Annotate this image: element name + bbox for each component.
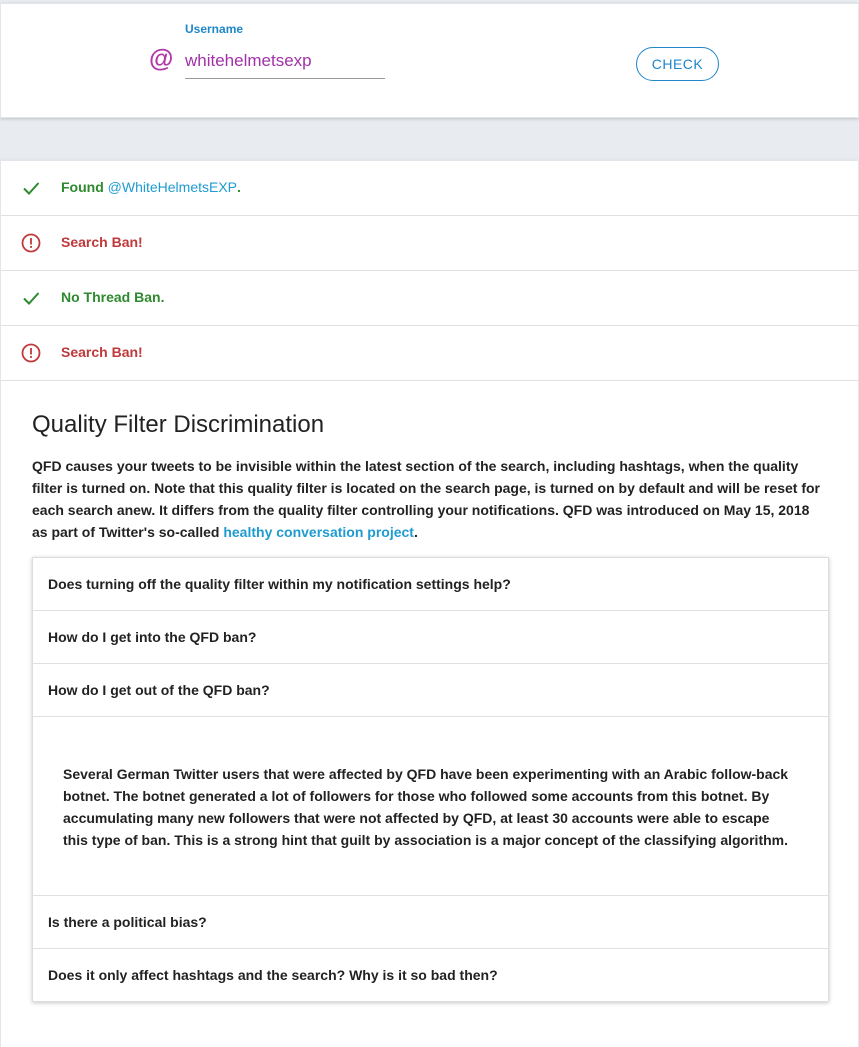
faq-question: Is there a political bias? <box>48 914 207 930</box>
faq-item-political-bias[interactable] <box>33 896 828 949</box>
alert-circle-icon <box>21 233 41 253</box>
check-icon <box>21 288 41 308</box>
faq-question: Does turning off the quality filter within my notification settings help? <box>48 576 511 592</box>
section-title: Quality Filter Discrimination <box>32 411 325 438</box>
found-suffix: . <box>237 179 241 195</box>
at-icon: @ <box>149 45 174 73</box>
result-search-ban-2-text: Search Ban! <box>61 344 143 360</box>
alert-circle-icon <box>21 343 41 363</box>
result-row-search-ban <box>1 216 858 271</box>
username-label: Username <box>185 22 244 36</box>
faq-item-get-out-of-ban[interactable] <box>33 664 828 717</box>
check-icon <box>21 178 41 198</box>
result-found-text <box>61 179 241 195</box>
username-check-panel <box>0 3 859 118</box>
faq-item-hashtags-search[interactable] <box>33 949 828 1001</box>
username-input[interactable] <box>185 44 385 79</box>
faq-answer-text: Several German Twitter users that were affected by QFD have been experimenting with an Arabic follow-back botnet. The botnet generated a lot of followers for those who followed some accounts from this botnet. By accumulating many new followers that were not affected by QFD, at least 30 accounts were able to escape this type of ban. This is a strong hint that guilt by association is a major concept of the classifying algorithm. <box>63 766 789 848</box>
result-row-found <box>1 161 858 216</box>
section-description <box>32 455 827 543</box>
faq-answer-get-out-of-ban <box>33 717 828 896</box>
faq-accordion <box>32 557 829 1002</box>
result-row-search-ban-2 <box>1 326 858 381</box>
faq-item-get-into-ban[interactable] <box>33 611 828 664</box>
profile-link[interactable]: @WhiteHelmetsEXP <box>107 179 238 195</box>
result-row-thread-ban <box>1 271 858 326</box>
section-body-text: QFD causes your tweets to be invisible within the latest section of the search, including hashtags, when the quality filter is turned on. Note that this quality filter is located on the search page, is turned on by default and will be reset for each search anew. It differs from the quality filter controlling your notifications. QFD was introduced on May 15, 2018 as part of Twitter's so-called <box>32 458 821 540</box>
result-search-ban-text: Search Ban! <box>61 234 143 250</box>
faq-question: How do I get into the QFD ban? <box>48 629 257 645</box>
check-button[interactable]: CHECK <box>636 47 719 81</box>
results-panel <box>0 160 859 1047</box>
faq-question: How do I get out of the QFD ban? <box>48 682 270 698</box>
result-thread-ban-text: No Thread Ban. <box>61 289 165 305</box>
healthy-conversation-link[interactable]: healthy conversation project <box>223 524 414 540</box>
found-label: Found <box>61 179 108 195</box>
faq-item-notification-settings[interactable] <box>33 558 828 611</box>
section-body-end: . <box>413 524 418 540</box>
faq-question: Does it only affect hashtags and the search? Why is it so bad then? <box>48 967 498 983</box>
